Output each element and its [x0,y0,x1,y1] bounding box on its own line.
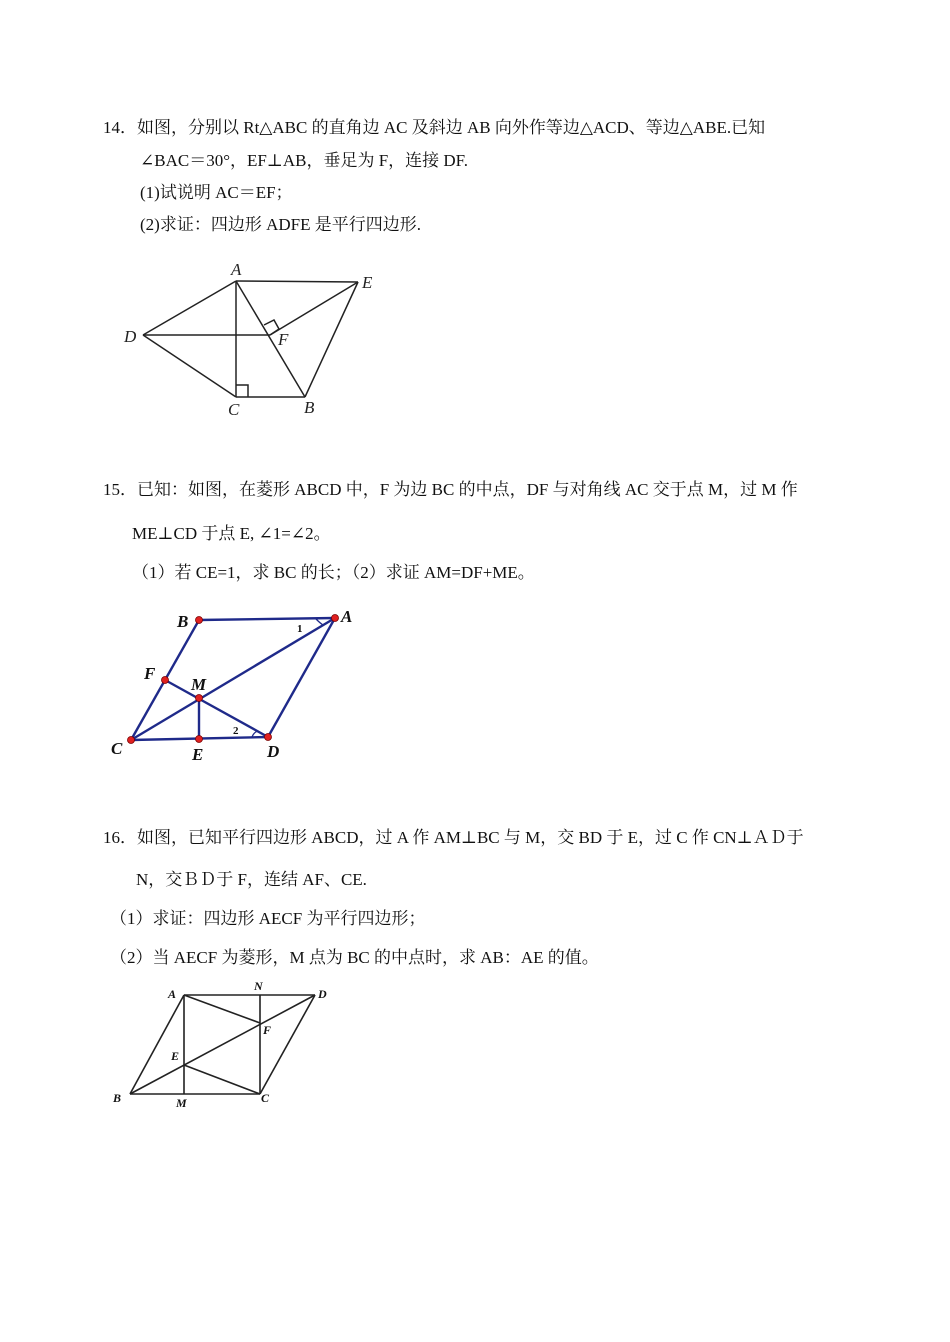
label-E: E [171,1049,180,1063]
label-F: F [263,1023,272,1037]
problem-14-line-2: ∠BAC＝30°，EF⊥AB，垂足为 F，连接 DF. [140,151,469,170]
label-M: M [191,675,207,694]
problem-16-part-1: （1）求证：四边形 AECF 为平行四边形； [110,909,426,928]
label-F: F [144,664,156,683]
label-C: C [111,739,123,758]
label-D: D [318,987,327,1001]
label-D: D [124,327,137,346]
label-B: B [113,1091,122,1105]
problem-16-number: 16． [103,828,137,847]
label-E: E [362,273,373,292]
problem-14-number: 14． [103,118,137,137]
label-C: C [261,1091,270,1105]
label-F: F [278,330,289,349]
label-B: B [304,398,315,417]
label-A: A [231,260,242,279]
label-E: E [192,745,204,764]
problem-15-text-1: 已知：如图，在菱形 ABCD 中，F 为边 BC 的中点，DF 与对角线 AC 交于点 M，过 M 作 [137,480,798,499]
angle-1-label: 1 [297,623,303,635]
problem-15-figure [100,600,370,775]
label-A: A [168,987,177,1001]
problem-16-line-2: N，交ＢＤ于 F，连结 AF、CE. [136,870,367,889]
problem-14-part-2: (2)求证：四边形 ADFE 是平行四边形. [140,215,421,234]
problem-14-line-1 [103,117,765,139]
problem-16-figure [110,980,340,1120]
problem-15-line-1 [103,479,798,501]
problem-16-part-2: （2）当 AECF 为菱形，M 点为 BC 的中点时，求 AB：AE 的值。 [110,948,599,967]
problem-16-line-1 [103,827,804,849]
problem-14-text-1: 如图，分别以 Rt△ABC 的直角边 AC 及斜边 AB 向外作等边△ACD、等边△ABE.已知 [137,118,766,137]
problem-15-number: 15． [103,480,137,499]
label-B: B [177,612,189,631]
problem-15-parts: （1）若 CE=1，求 BC 的长；（2）求证 AM=DF+ME。 [132,563,535,582]
label-A: A [341,607,353,626]
problem-14-figure [118,255,398,425]
problem-14-part-1: (1)试说明 AC＝EF； [140,183,293,202]
angle-2-label: 2 [233,725,239,737]
label-C: C [228,400,240,419]
problem-16-text-1: 如图，已知平行四边形 ABCD，过 A 作 AM⊥BC 与 M，交 BD 于 E，过 C 作 CN⊥ＡＤ于 [137,828,804,847]
problem-15-line-2: ME⊥CD 于点 E, ∠1=∠2。 [132,524,331,543]
label-M: M [176,1096,187,1110]
label-N: N [254,979,263,993]
label-D: D [267,742,280,761]
